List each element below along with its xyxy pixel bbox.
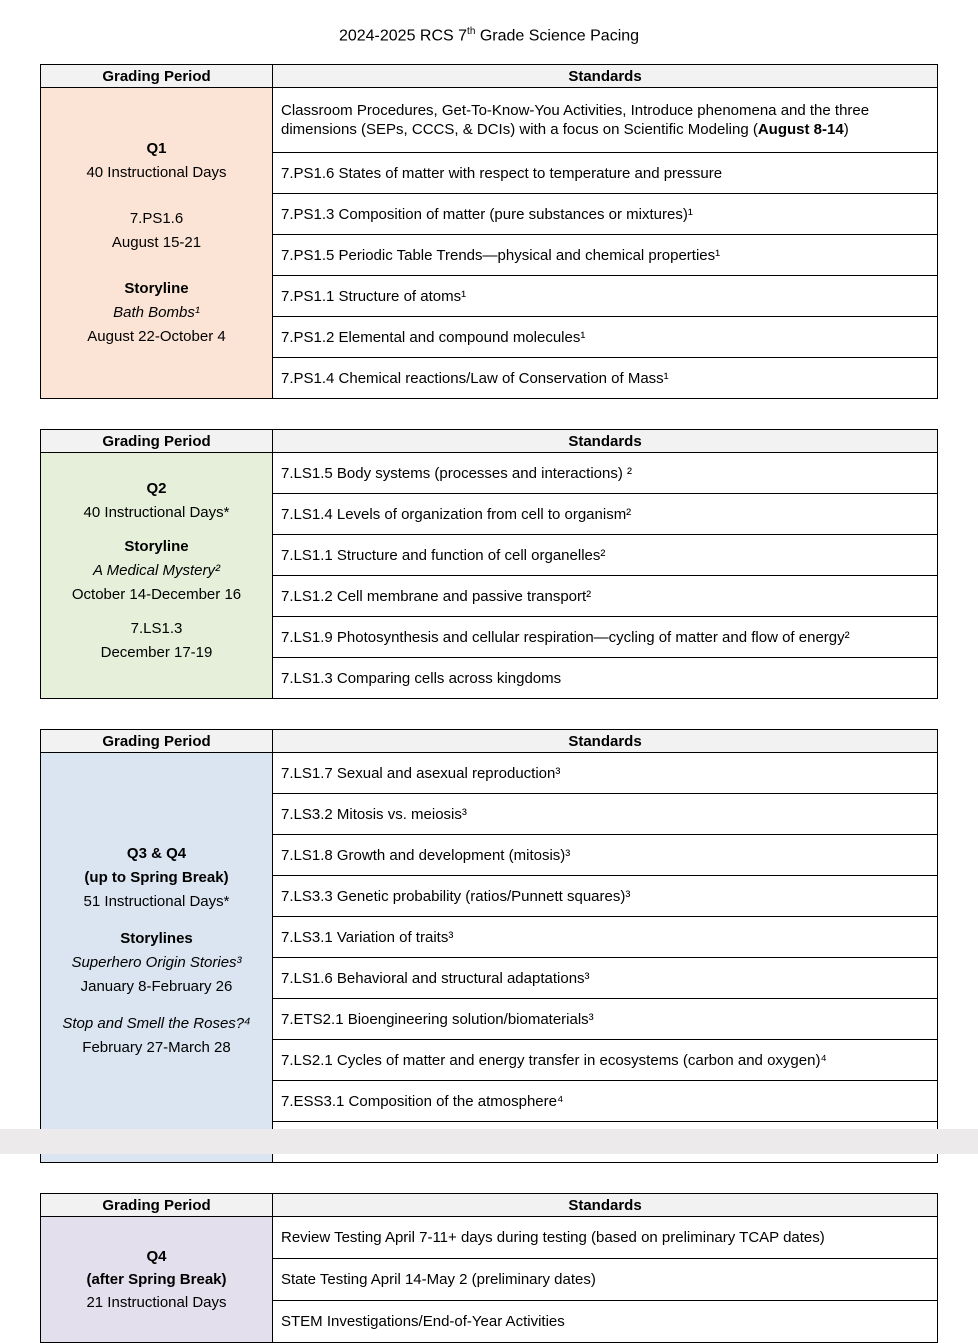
grading-period-header: Grading Period bbox=[41, 1194, 273, 1217]
standard-cell: 7.LS1.9 Photosynthesis and cellular respiration—cycling of matter and flow of energy² bbox=[273, 617, 938, 658]
quarter-label: Q3 & Q4 bbox=[126, 845, 187, 863]
storyline-label: Storyline bbox=[124, 537, 189, 555]
instructional-days: 21 Instructional Days bbox=[86, 1294, 227, 1312]
standard-cell: 7.PS1.2 Elemental and compound molecules¹ bbox=[273, 317, 938, 358]
standard-cell: 7.PS1.5 Periodic Table Trends—physical and chemical properties¹ bbox=[273, 235, 938, 276]
standard-cell: 7.LS1.6 Behavioral and structural adaptations³ bbox=[273, 958, 938, 999]
storyline-label: Storyline bbox=[124, 280, 189, 298]
standard-dates: August 15-21 bbox=[111, 234, 202, 252]
storyline-name: Bath Bombs¹ bbox=[113, 304, 200, 322]
storyline-dates: October 14-December 16 bbox=[71, 585, 242, 603]
storyline-group bbox=[45, 535, 268, 607]
quarter-group bbox=[45, 137, 268, 185]
storyline-1-name: Superhero Origin Stories³ bbox=[71, 954, 242, 972]
standard-cell: State Testing April 14-May 2 (preliminary dates) bbox=[273, 1259, 938, 1301]
header-row bbox=[41, 730, 938, 753]
standard-cell: 7.PS1.4 Chemical reactions/Law of Conservation of Mass¹ bbox=[273, 358, 938, 399]
standard-row bbox=[41, 753, 938, 794]
title-text-pre: 2024-2025 RCS 7 bbox=[338, 27, 468, 45]
standard-cell: 7.LS1.8 Growth and development (mitosis)³ bbox=[273, 835, 938, 876]
quarter-subtitle: (after Spring Break) bbox=[86, 1271, 227, 1289]
grading-period-header: Grading Period bbox=[41, 430, 273, 453]
header-row bbox=[41, 1194, 938, 1217]
pacing-table-q3-q4 bbox=[40, 729, 938, 1163]
standard-row bbox=[41, 453, 938, 494]
pacing-table-q4 bbox=[40, 1193, 938, 1343]
q3-q4-grading-period-cell bbox=[41, 753, 273, 1163]
instructional-days: 51 Instructional Days* bbox=[83, 893, 230, 911]
q1-grading-period-cell bbox=[41, 88, 273, 399]
standard-focus-group bbox=[45, 207, 268, 255]
standard-dates: December 17-19 bbox=[100, 643, 213, 661]
q2-grading-period-cell bbox=[41, 453, 273, 699]
standard-cell: 7.ETS2.1 Bioengineering solution/biomaterials³ bbox=[273, 999, 938, 1040]
standards-header: Standards bbox=[273, 1194, 938, 1217]
standard-cell: 7.PS1.6 States of matter with respect to temperature and pressure bbox=[273, 153, 938, 194]
pacing-table-q2 bbox=[40, 429, 938, 699]
quarter-group bbox=[45, 477, 268, 525]
standard-cell: 7.LS1.2 Cell membrane and passive transport² bbox=[273, 576, 938, 617]
standards-header: Standards bbox=[273, 730, 938, 753]
storyline-group-1 bbox=[45, 927, 268, 999]
instructional-days: 40 Instructional Days bbox=[86, 164, 227, 182]
standard-cell: Review Testing April 7-11+ days during testing (based on preliminary TCAP dates) bbox=[273, 1217, 938, 1259]
standard-cell-intro bbox=[273, 88, 938, 153]
storyline-1-dates: January 8-February 26 bbox=[80, 978, 233, 996]
header-row bbox=[41, 65, 938, 88]
storyline-name: A Medical Mystery² bbox=[93, 561, 220, 579]
storyline-group-2 bbox=[45, 1012, 268, 1060]
quarter-subtitle: (up to Spring Break) bbox=[84, 869, 229, 887]
storylines-label: Storylines bbox=[120, 930, 193, 948]
document-title bbox=[0, 0, 978, 45]
standard-code: 7.LS1.3 bbox=[130, 619, 183, 637]
standard-cell: 7.LS2.1 Cycles of matter and energy transfer in ecosystems (carbon and oxygen)⁴ bbox=[273, 1040, 938, 1081]
title-superscript: th bbox=[467, 26, 476, 37]
intro-text-close: ) bbox=[843, 121, 849, 139]
standard-cell: STEM Investigations/End-of-Year Activities bbox=[273, 1301, 938, 1343]
header-row bbox=[41, 430, 938, 453]
storyline-2-dates: February 27-March 28 bbox=[82, 1039, 231, 1057]
standard-row bbox=[41, 88, 938, 153]
standard-row bbox=[41, 1217, 938, 1259]
standard-cell: 7.LS1.1 Structure and function of cell organelles² bbox=[273, 535, 938, 576]
standard-cell: 7.PS1.1 Structure of atoms¹ bbox=[273, 276, 938, 317]
instructional-days: 40 Instructional Days* bbox=[83, 503, 230, 521]
intro-text: Classroom Procedures, Get-To-Know-You Activities, Introduce phenomena and the three dimensions (SEPs, CCCS, & DCIs) with a focus on Scientific Modeling ( bbox=[281, 102, 870, 139]
page-bottom-strip bbox=[0, 1129, 978, 1154]
standard-cell: 7.LS1.5 Body systems (processes and interactions) ² bbox=[273, 453, 938, 494]
standard-cell: 7.LS1.4 Levels of organization from cell to organism² bbox=[273, 494, 938, 535]
title-text-post: Grade Science Pacing bbox=[475, 27, 640, 45]
q4-grading-period-cell bbox=[41, 1217, 273, 1343]
pacing-table-q1 bbox=[40, 64, 938, 399]
standard-cell: 7.ESS3.1 Composition of the atmosphere⁴ bbox=[273, 1081, 938, 1122]
standards-header: Standards bbox=[273, 65, 938, 88]
standard-cell: 7.LS3.3 Genetic probability (ratios/Punnett squares)³ bbox=[273, 876, 938, 917]
quarter-label: Q4 bbox=[146, 1248, 167, 1266]
storyline-dates: August 22-October 4 bbox=[87, 328, 226, 346]
quarter-group bbox=[45, 1245, 268, 1314]
standard-focus-group bbox=[45, 617, 268, 665]
storyline-group bbox=[45, 277, 268, 349]
standards-header: Standards bbox=[273, 430, 938, 453]
standard-cell: 7.LS1.3 Comparing cells across kingdoms bbox=[273, 658, 938, 699]
intro-dates-bold: August 8-14 bbox=[757, 121, 844, 139]
storyline-2-name: Stop and Smell the Roses?⁴ bbox=[62, 1015, 251, 1033]
quarter-label: Q2 bbox=[146, 479, 167, 497]
standard-cell: 7.LS1.7 Sexual and asexual reproduction³ bbox=[273, 753, 938, 794]
standard-cell: 7.PS1.3 Composition of matter (pure substances or mixtures)¹ bbox=[273, 194, 938, 235]
standard-code: 7.PS1.6 bbox=[129, 210, 184, 228]
standard-cell: 7.LS3.1 Variation of traits³ bbox=[273, 917, 938, 958]
quarter-group bbox=[45, 842, 268, 914]
standard-cell: 7.LS3.2 Mitosis vs. meiosis³ bbox=[273, 794, 938, 835]
grading-period-header: Grading Period bbox=[41, 65, 273, 88]
quarter-label: Q1 bbox=[146, 140, 167, 158]
grading-period-header: Grading Period bbox=[41, 730, 273, 753]
